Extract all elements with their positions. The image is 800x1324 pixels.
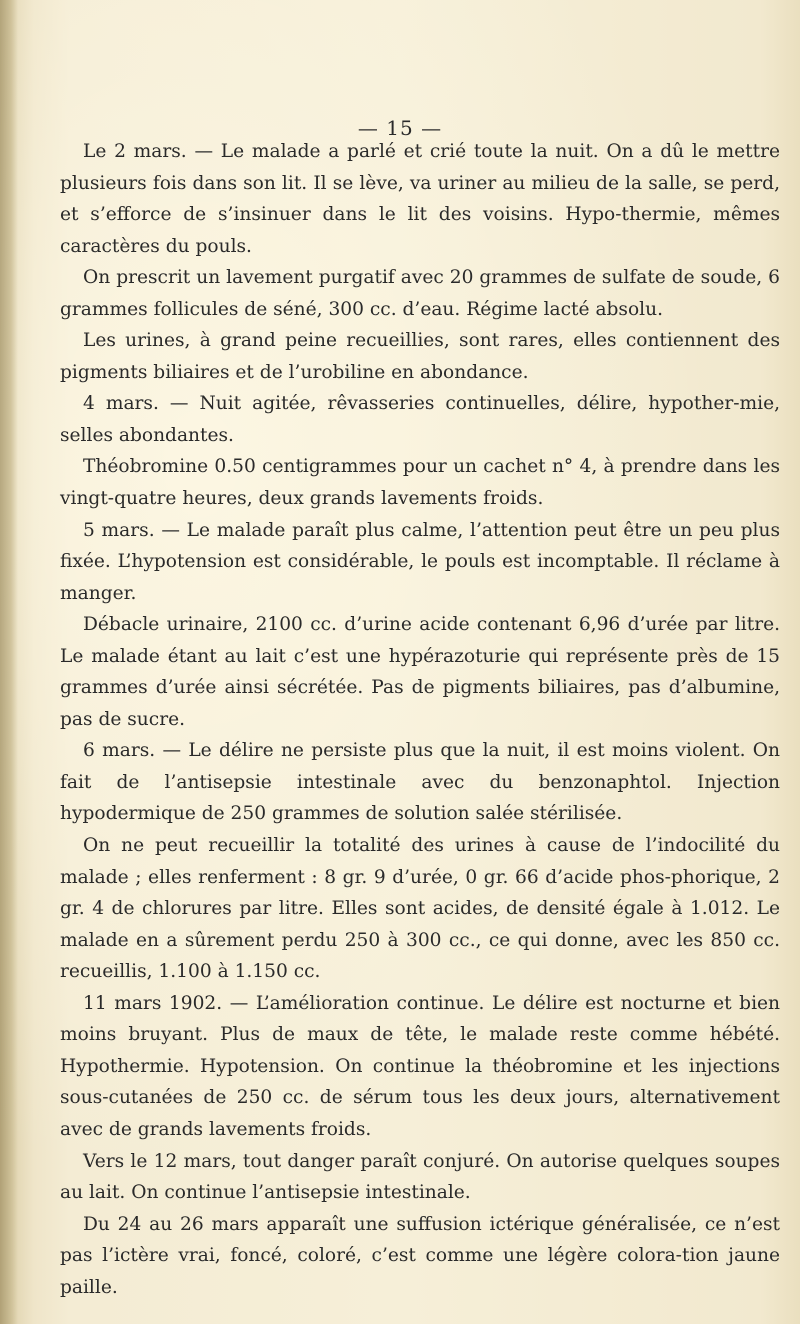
paragraph: On ne peut recueillir la totalité des urines à cause de l’indocilité du malade ; elles renferment : 8 gr. 9 d’urée, 0 gr. 66 d’acide phos-phorique, 2 gr. 4 de chlorures par litre. Elles sont acides, de densité égale à 1.012. Le malade en a sûrement perdu 250 à 300 cc., ce qui donne, avec les 850 cc. recueillis, 1.100 à 1.150 cc. — [60, 835, 780, 983]
paragraph: Le 2 mars. — Le malade a parlé et crié toute la nuit. On a dû le mettre plusieurs fois dans son lit. Il se lève, va uriner au milieu de la salle, se perd, et s’efforce de s’insinuer dans le lit des voisins. Hypo-thermie, mêmes caractères du pouls. — [60, 141, 780, 257]
paragraph: Débacle urinaire, 2100 cc. d’urine acide contenant 6,96 d’urée par litre. Le malade étant au lait c’est une hypérazoturie qui représente près de 15 grammes d’urée ainsi sécrétée. Pas de pigments biliaires, pas d’albumine, pas de sucre. — [60, 614, 780, 730]
paragraph: 4 mars. — Nuit agitée, rêvasseries continuelles, délire, hypother-mie, selles abondantes. — [60, 393, 780, 446]
paragraph: 11 mars 1902. — L’amélioration continue. Le délire est nocturne et bien moins bruyant. Plus de maux de tête, le malade reste comme hébété. Hypothermie. Hypotension. On continue la théobromine et les injections sous-cutanées de 250 cc. de sérum tous les deux jours, alternativement avec de grands lavements froids. — [60, 992, 780, 1140]
paragraph: Du 24 au 26 mars apparaît une suffusion ictérique généralisée, ce n’est pas l’ictère vrai, foncé, coloré, c’est comme une légère colora-tion jaune paille. — [60, 1213, 780, 1298]
paragraph: Vers le 12 mars, tout danger paraît conjuré. On autorise quelques soupes au lait. On continue l’antisepsie intestinale. — [60, 1150, 780, 1204]
paragraph: 6 mars. — Le délire ne persiste plus que la nuit, il est moins violent. On fait de l’antisepsie intestinale avec du benzonaphtol. Injection hypodermique de 250 grammes de solution salée stérilisée. — [60, 740, 780, 825]
paragraph: Les urines, à grand peine recueillies, sont rares, elles contiennent des pigments biliaires et de l’urobiline en abondance. — [60, 330, 780, 383]
text-body — [60, 136, 780, 1303]
page-number: — 15 — — [357, 116, 443, 140]
page-binding-shadow — [0, 0, 18, 1324]
paragraph: 5 mars. — Le malade paraît plus calme, l’attention peut être un peu plus fixée. L’hypotension est considérable, le pouls est incomptable. Il réclame à manger. — [60, 519, 780, 604]
paragraph: On prescrit un lavement purgatif avec 20 grammes de sulfate de soude, 6 grammes follicules de séné, 300 cc. d’eau. Régime lacté absolu. — [60, 267, 780, 320]
paragraph: Théobromine 0.50 centigrammes pour un cachet n° 4, à prendre dans les vingt-quatre heures, deux grands lavements froids. — [60, 456, 780, 510]
